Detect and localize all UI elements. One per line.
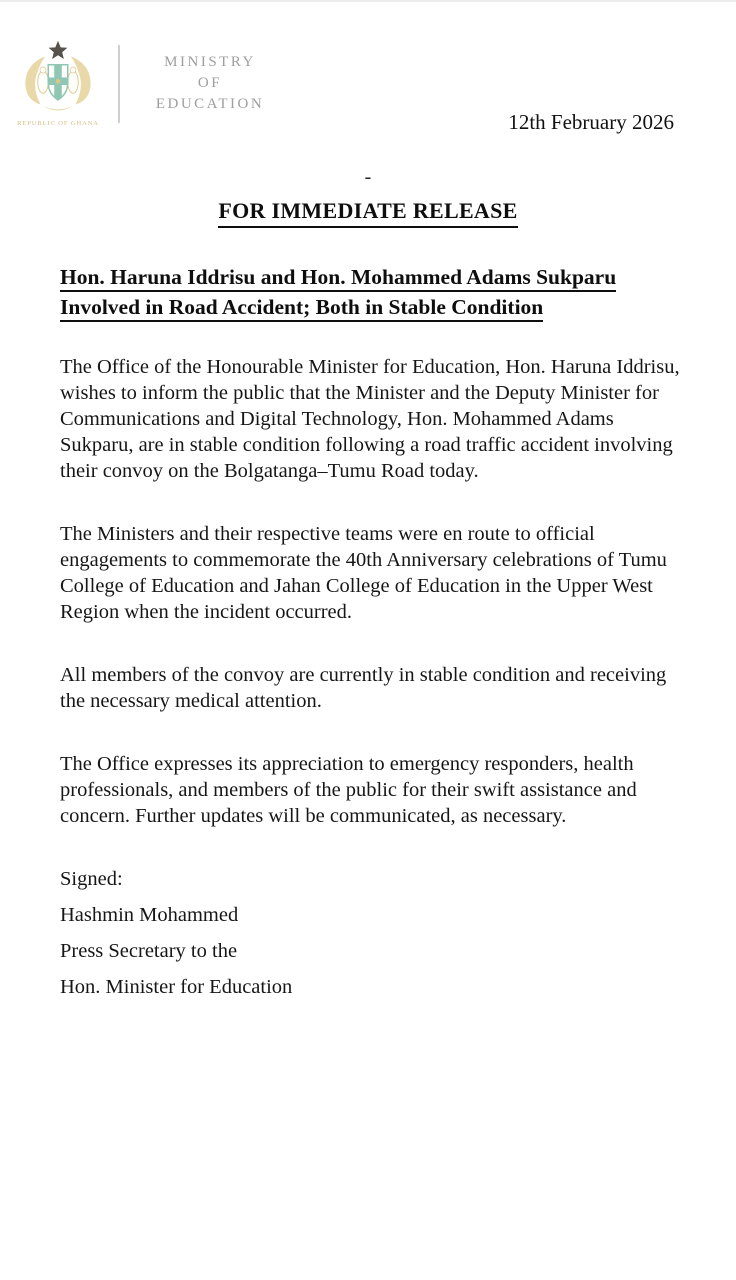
signature-title-line1: Press Secretary to the [60,940,238,962]
signature-name: Hashmin Mohammed [60,904,239,926]
right-eagle-body [68,71,79,94]
ministry-name [150,52,270,115]
ghana-coat-of-arms [10,40,106,127]
ghana-coat-of-arms-icon [20,40,96,118]
left-eagle-body [38,71,49,94]
paragraph-3: All members of the convoy are currently in stable condition and receiving the necessary medical attention. [60,664,667,712]
headline-line2: Involved in Road Accident; Both in Stable Condition [60,292,690,322]
headline [60,262,690,322]
body-text [60,354,682,1010]
release-banner [0,198,736,228]
letterhead [10,40,270,127]
ministry-name-line3: EDUCATION [155,96,265,112]
signature-block [60,866,682,1000]
signature-label: Signed: [60,868,123,890]
letterhead-divider [118,45,120,123]
base-banner [43,106,73,111]
crest-caption: REPUBLIC OF GHANA [17,120,99,127]
ministry-name-line2: OF [197,75,223,91]
black-star-icon [49,41,68,59]
document-date: 12th February 2026 [508,110,674,134]
signature-title-line2: Hon. Minister for Education [60,976,293,998]
top-divider [0,0,736,2]
paragraph-2: The Ministers and their respective teams were en route to official engagements to commemorate the 40th Anniversary celebrations of Tumu College of Education and Jahan College of Education in the Upper West Region when the incident occurred. [60,523,667,623]
left-eagle-head [40,67,46,73]
shield-center-lion [56,79,61,84]
release-banner-label: FOR IMMEDIATE RELEASE [218,198,517,228]
headline-line1: Hon. Haruna Iddrisu and Hon. Mohammed Adams Sukparu [60,262,690,292]
paragraph-4: The Office expresses its appreciation to emergency responders, health professionals, and members of the public for their swift assistance and concern. Further updates will be communicated, as necessary. [60,753,637,827]
ministry-name-line1: MINISTRY [164,54,256,70]
stray-dash: - [364,166,372,188]
paragraph-1: The Office of the Honourable Minister for Education, Hon. Haruna Iddrisu, wishes to inform the public that the Minister and the Deputy Minister for Communications and Digital Technology, Hon. Mohammed Adams Sukparu, are in stable condition following a road traffic accident involving their convoy on the Bolgatanga–Tumu Road today. [60,356,680,482]
right-eagle-head [70,67,76,73]
